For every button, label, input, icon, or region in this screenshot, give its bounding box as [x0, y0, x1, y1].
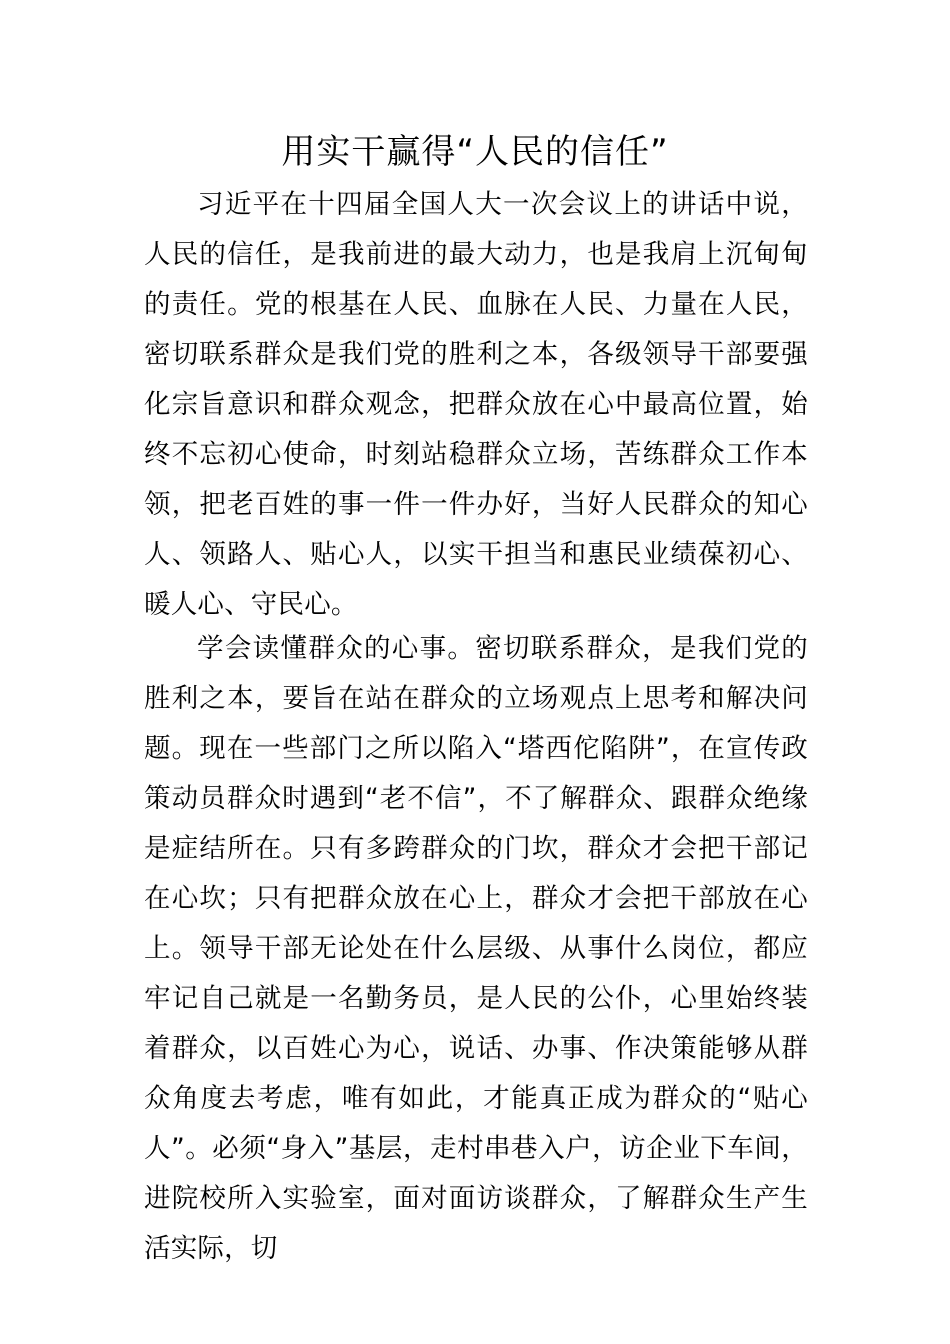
paragraph-2: 学会读懂群众的心事。密切联系群众，是我们党的胜利之本，要旨在站在群众的立场观点上思考和解决问题。现在一些部门之所以陷入“塔西佗陷阱”，在宣传政策动员群众时遇到“老不信”，不了解群众、跟群众绝缘是症结所在。只有多跨群众的门坎，群众才会把干部记在心坎；只有把群众放在心上，群众才会把干部放在心上。领导干部无论处在什么层级、从事什么岗位，都应牢记自己就是一名勤务员，是人民的公仆，心里始终装着群众，以百姓心为心，说话、办事、作决策能够从群众角度去考虑，唯有如此，才能真正成为群众的“贴心人”。必须“身入”基层，走村串巷入户，访企业下车间，进院校所入实验室，面对面访谈群众，了解群众生产生活实际，切 [144, 633, 808, 1264]
document-title: 用实干赢得“人民的信任” [281, 132, 669, 172]
paragraph-1: 习近平在十四届全国人大一次会议上的讲话中说，人民的信任，是我前进的最大动力，也是我肩上沉甸甸的责任。党的根基在人民、血脉在人民、力量在人民，密切联系群众是我们党的胜利之本，各级领导干部要强化宗旨意识和群众观念，把群众放在心中最高位置，始终不忘初心使命，时刻站稳群众立场，苦练群众工作本领，把老百姓的事一件一件办好，当好人民群众的知心人、领路人、贴心人，以实干担当和惠民业绩葆初心、暖人心、守民心。 [144, 189, 808, 620]
